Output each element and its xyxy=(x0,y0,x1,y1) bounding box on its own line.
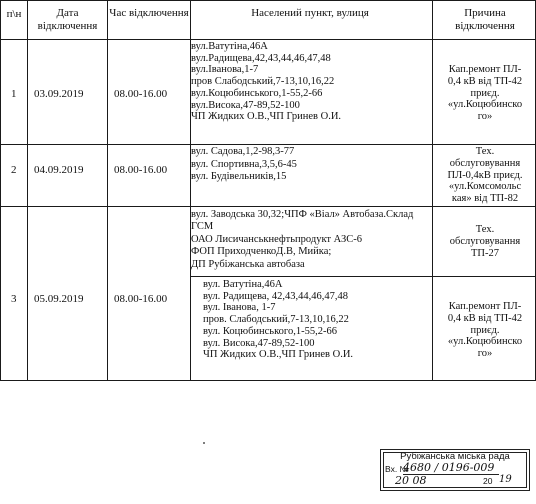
row1-time: 08.00-16.00 xyxy=(114,88,168,100)
reason-line: ТП-27 xyxy=(471,247,499,259)
list-item: вул.Висока,47-89,52-100 xyxy=(191,99,300,111)
row3-time: 08.00-16.00 xyxy=(114,293,168,305)
list-item: ГСМ xyxy=(191,221,214,233)
reason-line: 0,4 кВ від ТП-42 xyxy=(447,75,523,87)
list-item: вул.Ватутіна,46А xyxy=(191,41,268,52)
header-date xyxy=(28,7,107,32)
list-item: вул.Коцюбинського,1-55,2-66 xyxy=(191,87,323,99)
header-locality-text: Населений пункт, вулиця xyxy=(251,7,369,19)
list-item: ДП Рубіжанська автобаза xyxy=(191,258,305,270)
row2-addresses xyxy=(191,146,429,184)
header-num: п\н xyxy=(6,8,22,20)
reason-line: обслуговування xyxy=(449,235,521,247)
reason-line: Тех. xyxy=(475,224,495,235)
reason-line: «ул.Коцюбинско xyxy=(447,336,523,348)
reason-line: приєд. xyxy=(470,324,500,336)
stamp-in-label: Вх. № xyxy=(385,464,409,474)
reason-line: Тех. xyxy=(475,146,495,157)
list-item: вул. Висока,47-89,52-100 xyxy=(203,337,315,349)
header-reason xyxy=(440,7,530,32)
list-item: ОАО Лисичанськнефтьпродукт АЗС-6 xyxy=(191,233,362,245)
row1-addresses xyxy=(191,41,429,123)
row3-addresses-b xyxy=(203,279,429,361)
header-locality xyxy=(250,7,370,20)
row3-date: 05.09.2019 xyxy=(34,293,84,305)
row3-reason-a xyxy=(437,224,533,259)
list-item: вул. Будівельників,15 xyxy=(191,171,287,182)
list-item: вул. Заводська 30,32;ЧПФ «Віал» Автобаза.Склад xyxy=(191,209,414,220)
list-item: ФОП ПриходченкоД.В, Мийка; xyxy=(191,246,332,258)
reason-line: обслуговування xyxy=(449,157,521,169)
list-item: вул. Коцюбинського,1-55,2-66 xyxy=(203,325,337,337)
row3-reason-b xyxy=(437,301,533,360)
stamp-title: Рубіжанська міська рада xyxy=(400,451,510,462)
reason-line: ПЛ-0,4кВ приєд. xyxy=(447,169,523,181)
row2-reason xyxy=(437,146,533,205)
list-item: вул. Іванова, 1-7 xyxy=(203,302,276,314)
reason-line: 0,4 кВ від ТП-42 xyxy=(447,312,523,324)
header-time-text: Час відключення xyxy=(109,7,189,19)
header-date-text: Дата відключення xyxy=(37,7,98,32)
reason-line: «ул.Комсомольс xyxy=(448,181,522,193)
reason-line: го» xyxy=(477,348,493,360)
scan-speck xyxy=(203,442,205,444)
header-time xyxy=(108,7,190,20)
list-item: вул. Ватутіна,46А xyxy=(203,279,283,290)
list-item: вул.Радищева,42,43,44,46,47,48 xyxy=(191,52,331,64)
list-item: ЧП Жидких О.В.,ЧП Гринев О.И. xyxy=(191,111,342,123)
row2-time: 08.00-16.00 xyxy=(114,164,168,176)
list-item: вул. Спортивна,3,5,6-45 xyxy=(191,158,297,170)
reason-line: «ул.Коцюбинско xyxy=(447,99,523,111)
list-item: пров. Слабодський,7-13,10,16,22 xyxy=(203,314,349,326)
row3-num: 3 xyxy=(11,293,17,305)
stamp-year: 19 xyxy=(499,474,512,485)
reason-line: Кап.ремонт ПЛ- xyxy=(448,301,522,312)
stamp-in-number: 4680 / 0196-009 xyxy=(403,461,499,475)
row1-date: 03.09.2019 xyxy=(34,88,84,100)
reason-line: приєд. xyxy=(470,87,500,99)
registration-stamp xyxy=(380,449,530,491)
row1-reason xyxy=(437,64,533,123)
row3-addresses-a xyxy=(191,209,429,271)
reason-line: го» xyxy=(477,111,493,123)
row2-num: 2 xyxy=(11,164,17,176)
list-item: вул. Радищева, 42,43,44,46,47,48 xyxy=(203,290,348,302)
list-item: вул. Садова,1,2-98,3-77 xyxy=(191,146,295,157)
row2-date: 04.09.2019 xyxy=(34,164,84,176)
list-item: вул.Іванова,1-7 xyxy=(191,64,259,76)
row1-num: 1 xyxy=(11,88,17,100)
reason-line: Кап.ремонт ПЛ- xyxy=(448,64,522,75)
reason-line: кая» від ТП-82 xyxy=(451,193,519,205)
list-item: ЧП Жидких О.В.,ЧП Гринев О.И. xyxy=(203,349,354,361)
stamp-date: 20 08 xyxy=(395,474,427,487)
list-item: пров Слабодський,7-13,10,16,22 xyxy=(191,76,335,88)
stamp-year-prefix: 20 xyxy=(483,476,493,486)
header-reason-text: Причина відключення xyxy=(455,7,515,32)
